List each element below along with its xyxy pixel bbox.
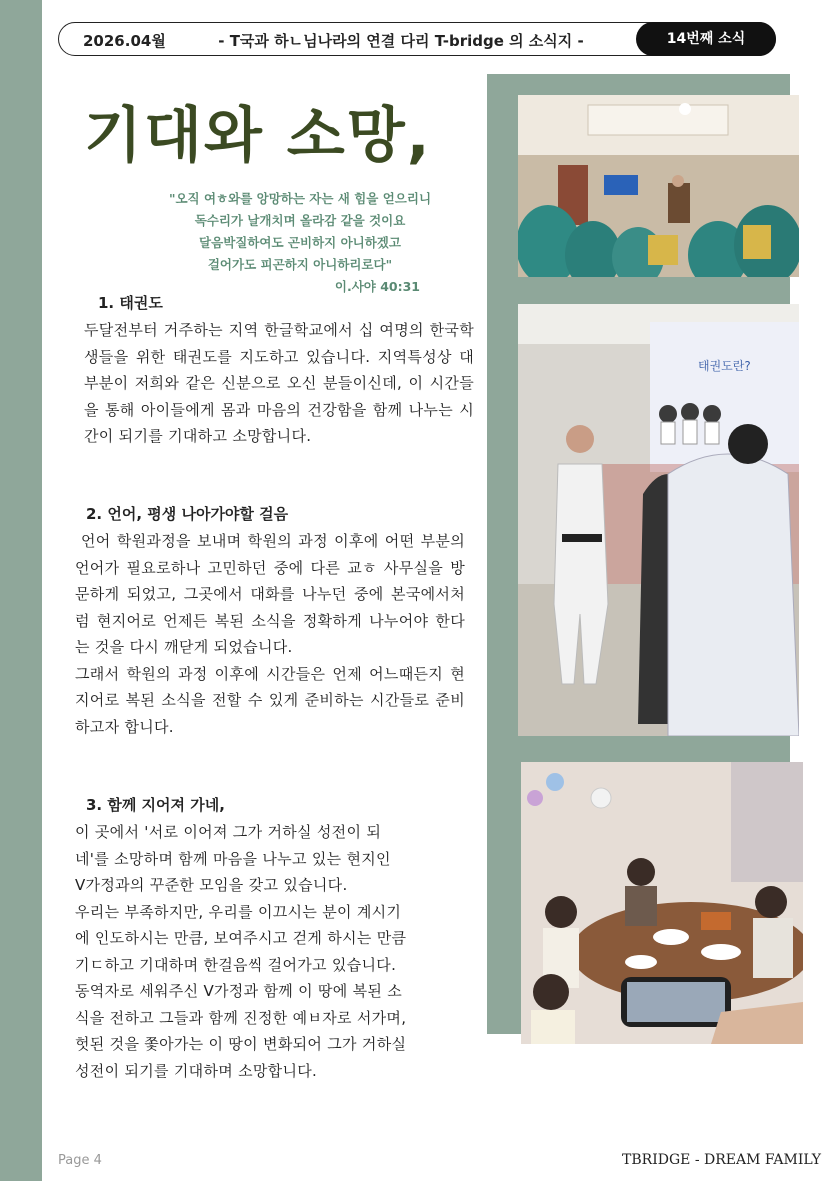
paragraph: 그래서 학원의 과정 이후에 시간들은 언제 어느때든지 현지어로 복된 소식을 전할 수 있게 준비하는 시간들로 준비하고자 합니다.	[75, 664, 465, 736]
bible-verse	[120, 188, 480, 298]
text-line: 식을 전하고 그들과 함께 진정한 예ㅂ자로 서가며,	[75, 1008, 407, 1027]
verse-line: 걸어가도 피곤하지 아니하리로다"	[207, 257, 393, 272]
text-line: 네'를 소망하며 함께 마음을 나누고 있는 현지인	[75, 849, 391, 868]
page-number: Page 4	[58, 1153, 102, 1168]
text-line: 우리는 부족하지만, 우리를 이끄시는 분이 계시기	[75, 902, 402, 921]
page-title: 기대와 소망,	[84, 101, 432, 171]
photo-family-meal	[521, 762, 803, 1044]
verse-line: 독수리가 날개치며 올라감 같을 것이요	[194, 213, 406, 228]
header-bar	[58, 22, 776, 56]
newsletter-subtitle: - T국과 하ㄴ님나라의 연결 다리 T-bridge 의 소식지 -	[218, 32, 584, 50]
photo-taekwondo-class	[518, 304, 799, 736]
section-body-language	[75, 528, 465, 740]
left-accent-bar	[0, 0, 42, 1181]
text-line: 기ㄷ하고 기대하며 한걸음씩 걸어가고 있습니다.	[75, 955, 397, 974]
verse-reference: 이.사야 40:31	[334, 279, 420, 294]
slide-title: 태권도란?	[698, 359, 751, 373]
section-heading-language: 2. 언어, 평생 나아가야할 걸음	[86, 505, 289, 523]
footer-brand: TBRIDGE - DREAM FAMILY	[622, 1152, 821, 1168]
issue-date: 2026.04월	[83, 32, 166, 50]
section-heading-taekwondo: 1. 태권도	[98, 294, 163, 312]
text-line: V가정과의 꾸준한 모임을 갖고 있습니다.	[75, 876, 348, 894]
text-line: 이 곳에서 '서로 이어져 그가 거하실 성전이 되	[75, 823, 382, 841]
section-body-together	[75, 819, 465, 1084]
issue-badge: 14번째 소식	[636, 22, 776, 56]
text-line: 헛된 것을 쫓아가는 이 땅이 변화되어 그가 거하실	[75, 1035, 407, 1053]
text-line: 동역자로 세워주신 V가정과 함께 이 땅에 복된 소	[75, 982, 403, 1000]
text-line: 성전이 되기를 기대하며 소망합니다.	[75, 1061, 318, 1080]
paragraph: 언어 학원과정을 보내며 학원의 과정 이후에 어떤 부분의 언어가 필요로하나 고민하던 중에 다른 교ㅎ 사무실을 방문하게 되었고, 그곳에서 대화를 나누던 중에 본국에서처럼 현지어로 언제든 복된 소식을 정확하게 나누어야 한다는 것을 다시 깨닫게 되었습니다.	[75, 532, 465, 656]
section-body-taekwondo: 두달전부터 거주하는 지역 한글학교에서 십 여명의 한국학생들을 위한 태권도를 지도하고 있습니다. 지역특성상 대부분이 저희와 같은 신분으로 오신 분들이신데, 이 시간들을 통해 아이들에게 몸과 마음의 건강함을 함께 나누는 시간이 되기를 기대하고 소망합니다.	[84, 321, 474, 445]
verse-line: "오직 여ㅎ와를 앙망하는 자는 새 힘을 얻으리니	[168, 191, 432, 206]
photo-worship-gathering	[518, 95, 799, 277]
section-heading-together: 3. 함께 지어져 가네,	[86, 796, 225, 814]
text-line: 에 인도하시는 만큼, 보여주시고 걷게 하시는 만큼	[75, 929, 407, 947]
verse-line: 달음박질하여도 곤비하지 아니하겠고	[199, 235, 401, 250]
